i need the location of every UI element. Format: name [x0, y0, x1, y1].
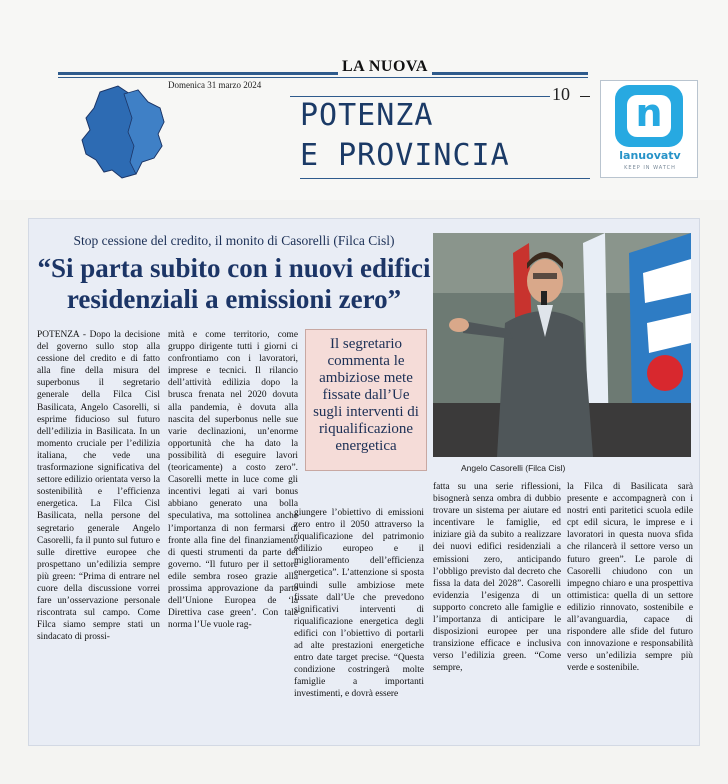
lanuovatv-logo	[600, 80, 698, 178]
article-kicker: Stop cessione del credito, il monito di Casorelli (Filca Cisl)	[73, 233, 395, 248]
article-column-2: mità e come territorio, come gruppo dirigente tutti i giorni ci confrontiamo con i lavoratori, imprese e tecnici. Il rilancio dell’attività edilizia dopo la brusca frenata nel 2020 dovuta alla pandemia, è dovuta alla nascita del superbonus nelle sue varie declinazioni, un’enorme opportunità che ha dato la possibilità di eseguire lavori (teoricamente) a costo zero”. Casorelli mette in luce come gli incentivi legati ai vari bonus abbiano generato una bolla speculativa, ma sottolinea anche l’importanza di non fermarsi di fronte alla fine del finanziamento di questi strumenti da parte del governo. “Il futuro per il settore edile sembra roseo grazie alla prossima approvazione da parte dell’Unione Europea de ‘la Direttiva case green’. Con tale norma l’Ue vuole rag-	[168, 330, 298, 631]
article-photo	[433, 233, 691, 457]
article-column-3: giungere l’obiettivo di emissioni zero entro il 2050 attraverso la riqualificazione del patrimonio edilizio europeo e il miglioramento dell’efficienza energetica”. L’attenzione si sposta quindi sulle ambiziose mete fissate dall’Ue che prevedono significativi interventi di riqualificazione energetica degli edifici con l’obiettivo di portarli ad alte prestazioni energetiche entro date target precise. “Questa condizione costringerà molte famiglie a importanti investimenti, e dovrà essere	[294, 508, 424, 700]
masthead-rule-thin	[58, 77, 588, 78]
pull-quote-box: Il segretario commenta le ambiziose mete fissate dall’Ue sugli interventi di riqualificazione energetica	[305, 329, 427, 471]
article-headline: “Si parta subito con i nuovi edifici residenziali a emissioni zero”	[37, 253, 431, 314]
page-number: 10	[552, 84, 570, 104]
photo-caption: Angelo Casorelli (Filca Cisl)	[461, 463, 566, 473]
masthead	[0, 0, 728, 200]
basilicata-map-icon	[78, 82, 168, 182]
tv-letter: n	[635, 91, 663, 135]
tv-tagline: KEEP IN WATCH	[624, 165, 676, 171]
tv-app-icon	[615, 85, 683, 147]
section-title-line1: POTENZA	[300, 98, 434, 133]
masthead-rule	[58, 72, 588, 75]
newspaper-logo: LA NUOVA	[338, 58, 432, 76]
article-column-5: la Filca di Basilicata sarà presente e accompagnerà con i nostri enti paritetici scuola edile cpt edil sicura, le imprese e i lavoratori in questa nuova sfida che rilancerà il settore verso un futuro green”. Le parole di Casorelli chiudono con un impegno chiaro e una prospettiva ottimistica: quella di un settore edilizio rinnovato, sostenibile e all’avanguardia, capace di rispondere alle sfide del futuro con innovazione e responsabilità verso un’edilizia sempre più verde e sostenibile.	[567, 482, 693, 674]
article	[28, 218, 700, 746]
section-title-underline	[300, 178, 590, 179]
article-column-4: fatta su una serie riflessioni, bisognerà senza ombra di dubbio trovare un sistema per aiutare ed incentivare le famiglie, ed iniziare già da subito a realizzare dei nuovi edifici residenziali a emissioni zero, anticipando l’obbligo previsto dal decreto che fissa la data del 2028”. Casorelli evidenzia l’esigenza di un supporto concreto alle famiglie e l’importanza di anticipare le disposizioni europee per una transizione efficace e inclusiva verso l’edilizia green. “Come sempre,	[433, 482, 561, 674]
section-title-line2: E PROVINCIA	[300, 138, 510, 173]
section-title	[300, 96, 510, 176]
speaker-photo-illustration	[433, 233, 691, 457]
article-column-1: POTENZA - Dopo la decisione del governo sullo stop alla cessione del credito e di fatto alla fine della misura del superbonus il segretario generale della Filca Cisl Basilicata, Angelo Casorelli, si esprime fiducioso sul futuro dell’edilizia in Basilicata. In un momento cruciale per l’edilizia italiana, che vede una trasformazione significativa del settore edilizio orientata verso la sostenibilità e l’efficienza energetica. La Filca Cisl Basilicata, nella persone del segretario generale Angelo Casorelli, fa il punto sul futuro e sulle direttive europee che prospettano un’edilizia sempre più green: “Prima di entrare nel cuore della discussione vorrei fare un’osservazione personale riscontrata sul campo. Come Filca siamo sempre stati un sindacato di prossi-	[37, 330, 160, 643]
page-number-rule	[580, 96, 590, 97]
issue-date: Domenica 31 marzo 2024	[168, 80, 262, 90]
tv-name: lanuovatv	[619, 149, 681, 162]
